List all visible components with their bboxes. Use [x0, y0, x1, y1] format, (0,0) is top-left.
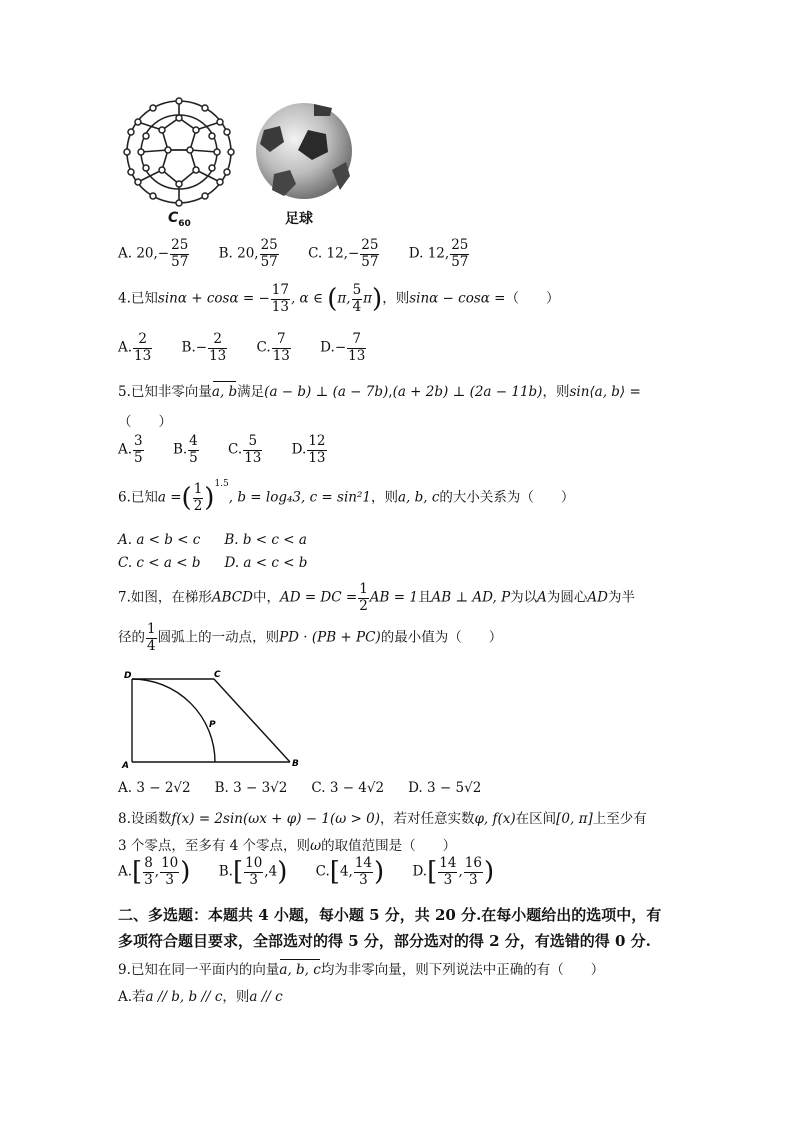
q4-option-a: A. $\frac{2}{13}$: [118, 331, 152, 364]
q6-option-a: A. a < b < c: [118, 532, 201, 548]
q7-options: [118, 780, 505, 796]
q6-options-row1: [118, 532, 331, 548]
q3-option-d: D. 12, $\frac{25}{57}$: [408, 237, 469, 270]
q5-blank: （ ）: [118, 414, 172, 430]
q4-stem: 4.已知sinα + cosα = − $\frac{17}{13}$ , α ∈ (π, $\frac{5}{4}$ π)，则sinα − cosα =（ ）: [118, 282, 560, 315]
q4-option-d: D.− $\frac{7}{13}$: [320, 331, 366, 364]
q7-option-b: B. 3 − 3√2: [214, 780, 288, 796]
q7-option-a: A. 3 − 2√2: [118, 780, 191, 796]
q8-stem-line2: 3 个零点，至多有 4 个零点，则ω的取值范围是（ ）: [118, 838, 457, 854]
q5-stem: 5.已知非零向量a, b满足(a − b) ⊥ (a − 7b),(a + 2b) ⊥ (2a − 11b)，则sin⟨a, b⟩ =: [118, 384, 641, 400]
q6-option-b: B. b < c < a: [224, 532, 307, 548]
c60-caption: [168, 210, 191, 229]
q6-stem: 6.已知a =( $\frac{1}{2}$ )$^{1.5}$, b = log₄3, c = sin²1，则a, b, c的大小关系为（ ）: [118, 479, 575, 514]
q8-options: [118, 856, 518, 888]
q7-stem-line1: 7.如图，在梯形ABCD中，AD = DC = $\frac{1}{2}$ AB = 1且AB ⊥ AD, P为以A为圆心AD为半: [118, 581, 635, 614]
q4-options: [118, 332, 391, 364]
q6-option-d: D. a < c < b: [224, 555, 308, 571]
q4-option-c: C. $\frac{7}{13}$: [256, 331, 290, 364]
section2-heading-line1: 二、多选题：本题共 4 小题，每小题 5 分，共 20 分.在每小题给出的选项中，有: [118, 906, 662, 924]
q8-option-b: B.[ $\frac{10}{3}$ ,4): [218, 855, 288, 888]
label-d: D: [124, 671, 132, 681]
q8-option-d: D.[ $\frac{14}{3}$ , $\frac{16}{3}$ ): [412, 855, 495, 888]
q5-option-c: C. $\frac{5}{13}$: [228, 433, 262, 466]
q4-option-b: B.− $\frac{2}{13}$: [181, 331, 227, 364]
label-p: P: [209, 720, 216, 730]
q5-options: [118, 434, 352, 466]
q5-option-b: B. $\frac{4}{5}$: [172, 433, 198, 466]
q7-option-d: D. 3 − 5√2: [408, 780, 482, 796]
label-a: A: [122, 761, 129, 771]
q9-option-a: A.若a // b, b // c，则a // c: [118, 989, 283, 1005]
q3-options: [118, 238, 494, 270]
q3-option-b: B. 20, $\frac{25}{57}$: [218, 237, 278, 270]
label-b: B: [292, 759, 299, 769]
q8-stem-line1: 8.设函数f(x) = 2sin(ωx + φ) − 1(ω > 0)，若对任意实数φ, f(x)在区间[0, π]上至少有: [118, 811, 647, 827]
q8-option-c: C.[4, $\frac{14}{3}$ ): [315, 855, 385, 888]
c60-caption-sub: 60: [178, 218, 191, 229]
c60-caption-main: C: [168, 210, 179, 226]
soccer-ball-caption: 足球: [285, 211, 313, 227]
q7-stem-line2: 径的 $\frac{1}{4}$ 圆弧上的一动点，则PD · (PB + PC)的最小值为（ ）: [118, 621, 503, 654]
q5-option-a: A. $\frac{3}{5}$: [118, 433, 143, 466]
q3-option-a: A. 20,− $\frac{25}{57}$: [118, 237, 189, 270]
q6-option-c: C. c < a < b: [118, 555, 201, 571]
trapezoid-diagram: [118, 667, 304, 771]
c60-molecule-figure: [120, 96, 238, 208]
q7-option-c: C. 3 − 4√2: [311, 780, 385, 796]
q3-option-c: C. 12,− $\frac{25}{57}$: [308, 237, 379, 270]
section2-heading-line2: 多项符合题目要求，全部选对的得 5 分，部分选对的得 2 分，有选错的得 0 分.: [118, 932, 651, 950]
q8-option-a: A.[ $\frac{8}{3}$ , $\frac{10}{3}$ ): [118, 855, 191, 888]
q6-options-row2: [118, 555, 331, 571]
soccer-ball-figure: [254, 100, 354, 202]
q9-stem: 9.已知在同一平面内的向量a, b, c均为非零向量，则下列说法中正确的有（ ）: [118, 962, 605, 978]
label-c: C: [214, 670, 221, 680]
q5-option-d: D. $\frac{12}{13}$: [291, 433, 326, 466]
